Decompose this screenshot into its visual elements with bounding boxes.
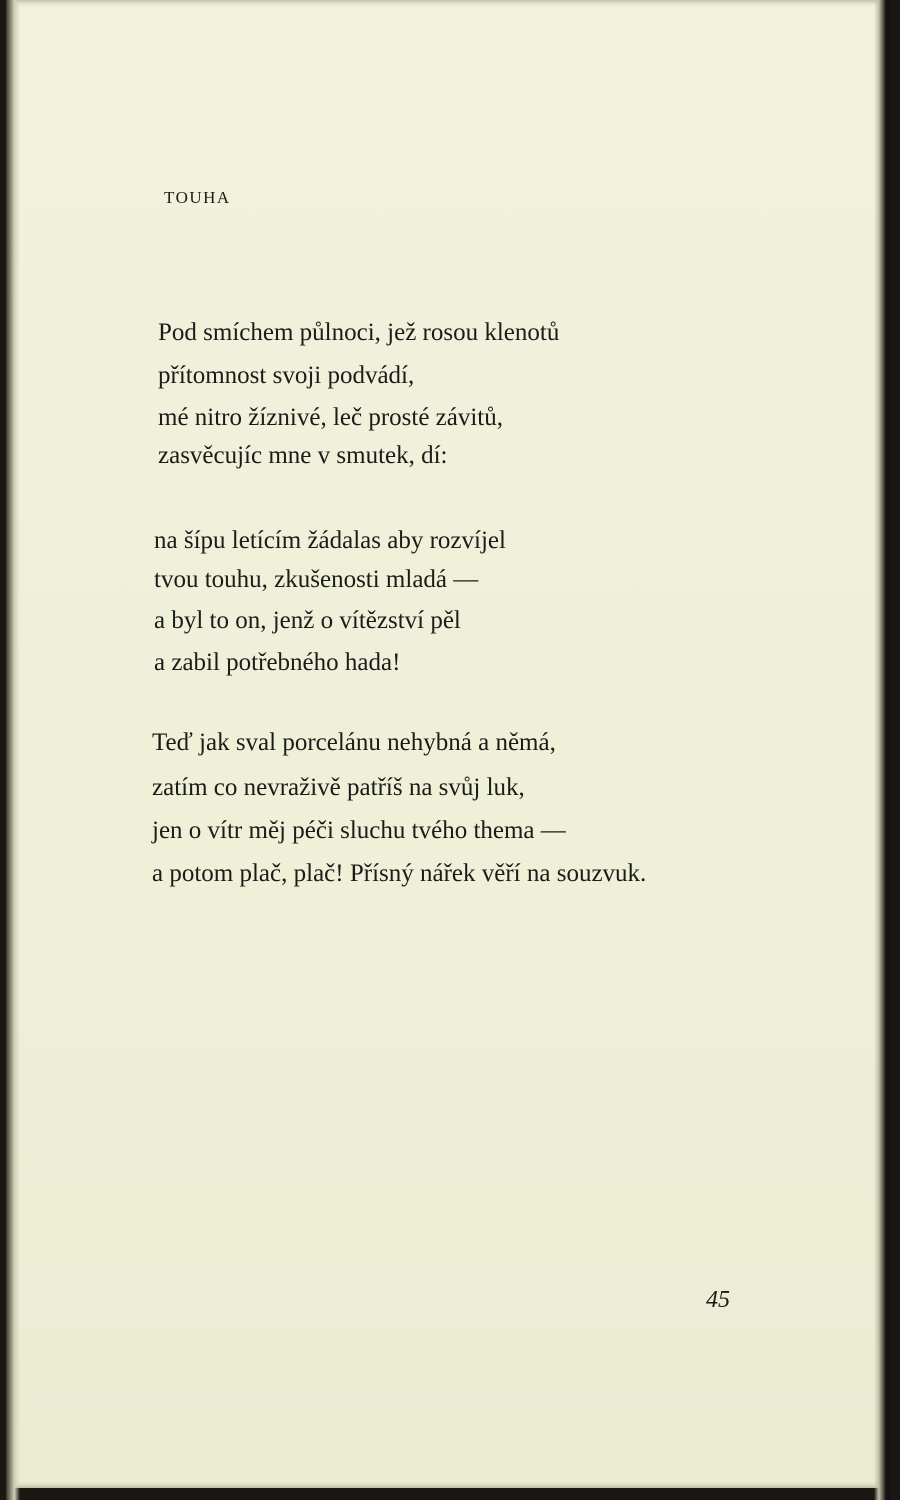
poem-line: Teď jak sval porcelánu nehybná a němá, — [152, 729, 556, 756]
poem-line: na šípu letícím žádalas aby rozvíjel — [154, 527, 506, 554]
poem-line: a zabil potřebného hada! — [154, 649, 401, 676]
poem-line: Pod smíchem půlnoci, jež rosou klenotů — [158, 319, 560, 346]
poem-line: zatím co nevraživě patříš na svůj luk, — [152, 774, 525, 801]
page-number: 45 — [706, 1287, 730, 1313]
poem-line: přítomnost svoji podvádí, — [158, 362, 415, 389]
poem-line: zasvěcujíc mne v smutek, dí: — [158, 442, 448, 469]
poem-line: mé nitro žíznivé, leč prosté závitů, — [158, 404, 504, 431]
book-page — [6, 0, 890, 1488]
poem-line: a potom plač, plač! Přísný nářek věří na souzvuk. — [152, 860, 647, 887]
poem-line: tvou touhu, zkušenosti mladá — — [154, 566, 479, 593]
page-left-edge — [6, 0, 20, 1500]
poem-line: jen o vítr měj péči sluchu tvého thema — — [152, 817, 566, 844]
poem-title: TOUHA — [164, 188, 231, 207]
page-right-edge — [874, 0, 890, 1500]
poem-line: a byl to on, jenž o vítězství pěl — [154, 607, 461, 634]
